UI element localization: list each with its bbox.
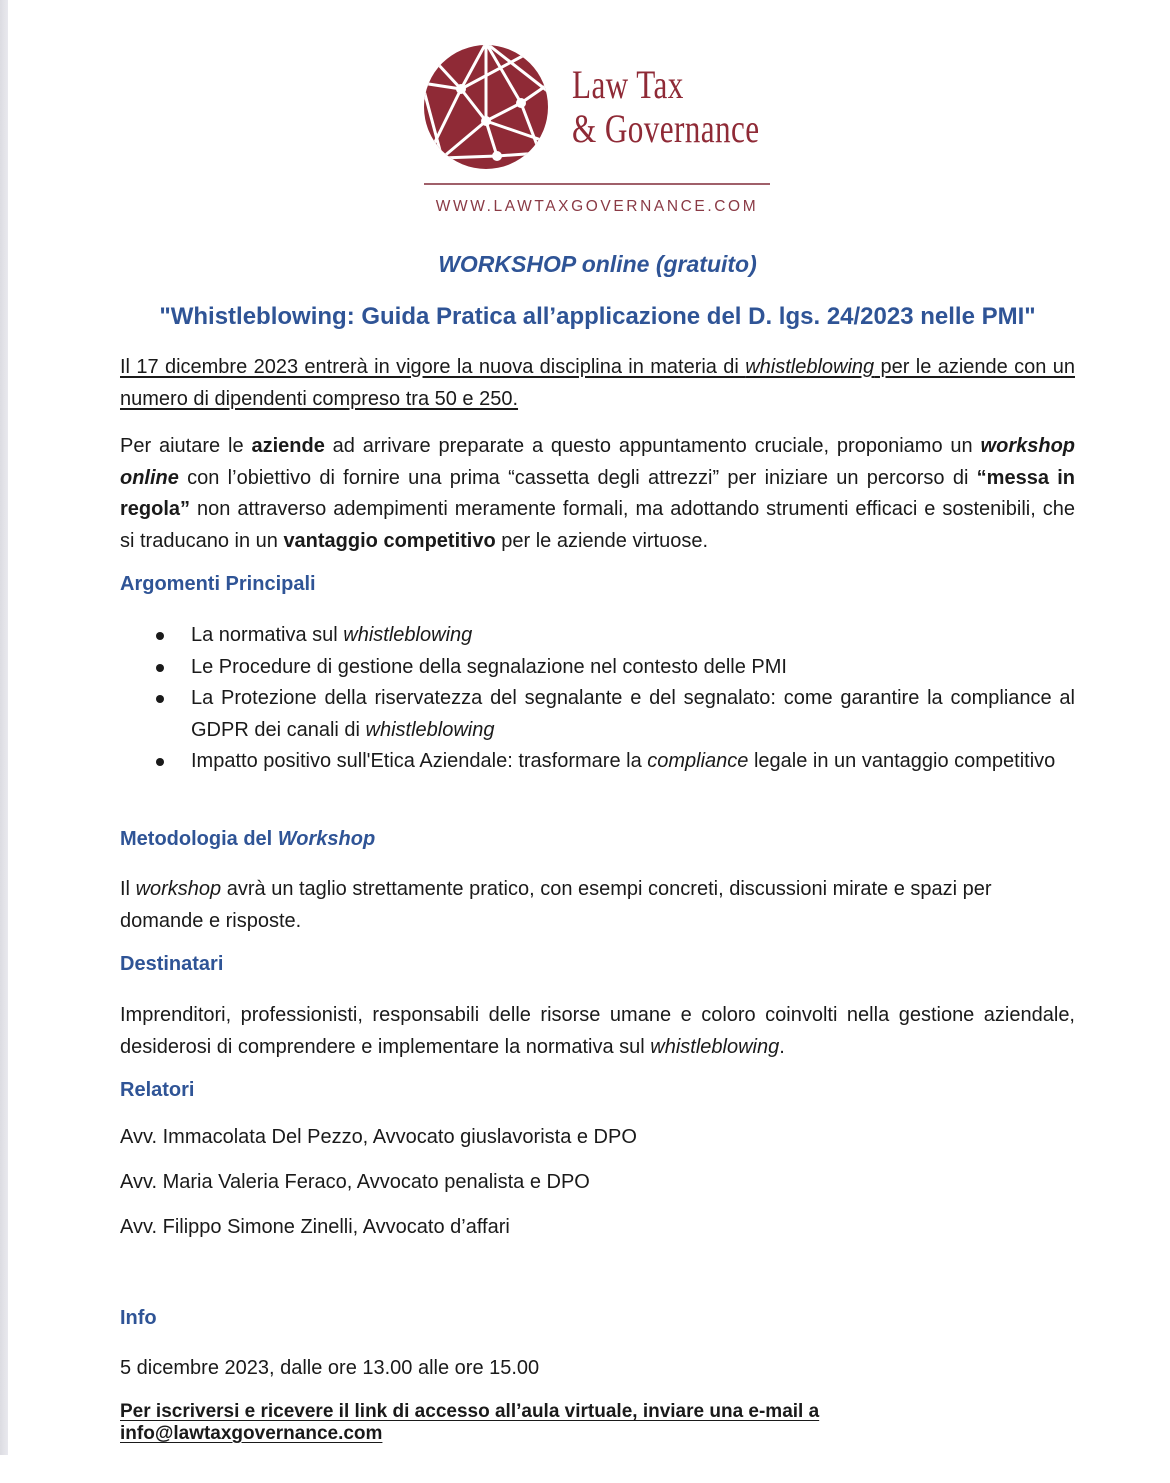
section-heading-relatori: Relatori [120,1079,195,1101]
event-date: 5 dicembre 2023, dalle ore 13.00 alle ore 15.00 [120,1357,540,1379]
company-logo [422,43,772,223]
company-website: WWW.LAWTAXGOVERNANCE.COM [435,198,759,215]
speaker-item: Avv. Maria Valeria Feraco, Avvocato penalista e DPO [120,1171,590,1193]
company-name-line2: & Governance [572,106,760,151]
section-heading-metodologia: Metodologia del Workshop [120,828,376,850]
workshop-label: WORKSHOP online (gratuito) [438,251,757,277]
list-item: La Protezione della riservatezza del segnalante e del segnalato: come garantire la compliance al GDPR dei canali di whistleblowing [120,683,1075,746]
list-item: La normativa sul whistleblowing [120,620,1075,652]
company-name [572,63,759,151]
network-globe-icon [422,43,550,171]
list-item: Le Procedure di gestione della segnalazione nel contesto delle PMI [120,652,1075,684]
destinatari-text: Imprenditori, professionisti, responsabili delle risorse umane e coloro coinvolti nella gestione aziendale, desiderosi di comprendere e implementare la normativa sul whistleblowing. [120,1004,1075,1058]
bullet-icon [156,758,164,766]
page-title: "Whistleblowing: Guida Pratica all’applicazione del D. lgs. 24/2023 nelle PMI" [159,303,1036,330]
section-heading-destinatari: Destinatari [120,953,224,975]
registration-instructions[interactable]: Per iscriversi e ricevere il link di accesso all’aula virtuale, inviare una e-mail a info@lawtaxgovernance.com [120,1401,820,1444]
bullet-icon [156,664,164,672]
speaker-item: Avv. Immacolata Del Pezzo, Avvocato giuslavorista e DPO [120,1126,637,1148]
metodologia-text: Il workshop avrà un taglio strettamente pratico, con esempi concreti, discussioni mirate e spazi per domande e risposte. [120,878,992,932]
topics-list [120,620,1075,778]
list-item: Impatto positivo sull'Etica Aziendale: trasformare la compliance legale in un vantaggio competitivo [120,746,1075,778]
intro-paragraph: Il 17 dicembre 2023 entrerà in vigore la nuova disciplina in materia di whistleblowing per le aziende con un numero di dipendenti compreso tra 50 e 250. [120,356,1075,410]
company-name-line1: Law Tax [572,62,684,107]
description-paragraph: Per aiutare le aziende ad arrivare preparate a questo appuntamento cruciale, proponiamo un workshop online con l’obiettivo di fornire una prima “cassetta degli attrezzi” per iniziare un percorso di “messa in regola” non attraverso adempimenti meramente formali, ma adottando strumenti efficaci e sostenibili, che si traducano in un vantaggio competitivo per le aziende virtuose. [120,435,1075,552]
speaker-item: Avv. Filippo Simone Zinelli, Avvocato d’affari [120,1216,510,1238]
bullet-icon [156,632,164,640]
section-heading-argomenti: Argomenti Principali [120,573,316,595]
section-heading-info: Info [120,1307,157,1329]
bullet-icon [156,695,164,703]
logo-divider [424,183,770,185]
